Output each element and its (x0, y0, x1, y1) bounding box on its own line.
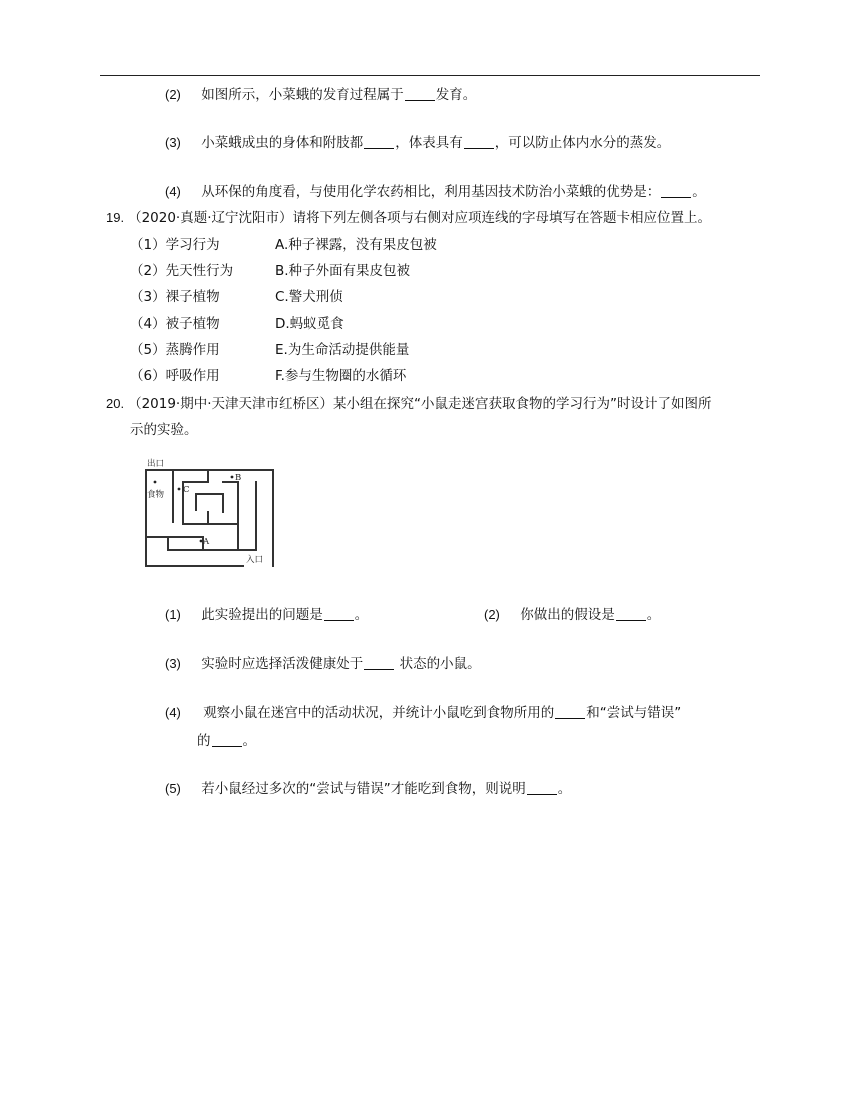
item-text: 。 (646, 607, 661, 623)
maze-point-a-label: A (203, 537, 210, 547)
answer-blank[interactable] (661, 184, 691, 198)
q19-left-3: （3）裸子植物 (130, 289, 220, 305)
item-number: (4) (165, 184, 181, 199)
q19-right-f: F.参与生物圈的水循环 (275, 368, 407, 384)
q19-left-2: （2）先天性行为 (130, 263, 234, 279)
item-number: (4) (165, 705, 181, 720)
maze-point-a-dot (200, 540, 203, 543)
q20-item-5 (165, 780, 571, 798)
item-number: (2) (484, 607, 500, 622)
answer-blank[interactable] (616, 607, 646, 621)
q18-item-2 (165, 86, 476, 104)
q20-item-2 (484, 606, 660, 624)
item-text: 的 (197, 733, 211, 749)
item-text: 此实验提出的问题是 (201, 607, 323, 623)
maze-figure (128, 452, 278, 572)
q19-right-e: E.为生命活动提供能量 (275, 342, 410, 358)
answer-blank[interactable] (324, 607, 354, 621)
question-text: （2020·真题·辽宁沈阳市）请将下列左侧各项与右侧对应项连线的字母填写在答题卡相应位置上。 (128, 210, 712, 226)
item-text: 你做出的假设是 (520, 607, 615, 623)
q19-right-c: C.警犬刑侦 (275, 289, 343, 305)
question-number: 20. (106, 396, 125, 411)
answer-blank[interactable] (364, 135, 394, 149)
q19-left-4: （4）被子植物 (130, 316, 220, 332)
q20-stem-line2: 示的实验。 (130, 422, 198, 438)
item-text: 状态的小鼠。 (395, 656, 481, 672)
item-text: ，可以防止体内水分的蒸发。 (494, 135, 671, 151)
maze-food-label: 食物 (147, 490, 165, 500)
q20-item-4-line2 (197, 732, 256, 750)
q20-item-1 (165, 606, 368, 624)
maze-entrance-label: 入口 (246, 555, 264, 565)
item-number: (2) (165, 87, 181, 102)
question-text: （2019·期中·天津天津市红桥区）某小组在探究“小鼠走迷宫获取食物的学习行为”时设计了如图所 (128, 396, 712, 412)
maze-point-b-dot (231, 476, 234, 479)
header-rule (100, 75, 760, 76)
item-text: 如图所示，小菜蛾的发育过程属于 (201, 87, 404, 103)
item-text: 观察小鼠在迷宫中的活动状况，并统计小鼠吃到食物所用的 (203, 705, 555, 721)
maze-point-b-label: B (235, 473, 242, 483)
q19-right-a: A.种子裸露，没有果皮包被 (275, 237, 437, 253)
item-number: (3) (165, 656, 181, 671)
question-number: 19. (106, 210, 125, 225)
answer-blank[interactable] (555, 705, 585, 719)
item-text: 发育。 (435, 87, 477, 103)
q20-item-4-line1 (165, 704, 681, 722)
answer-blank[interactable] (364, 656, 394, 670)
q20-stem-line1 (106, 395, 712, 413)
q20-item-3 (165, 655, 481, 673)
item-number: (5) (165, 781, 181, 796)
answer-blank[interactable] (212, 733, 242, 747)
maze-food-dot (154, 481, 157, 484)
item-number: (1) (165, 607, 181, 622)
item-text: 。 (354, 607, 369, 623)
item-text: 从环保的角度看，与使用化学农药相比，利用基因技术防治小菜蛾的优势是： (201, 184, 661, 200)
q18-item-4 (165, 183, 706, 201)
q18-item-3 (165, 134, 670, 152)
maze-point-c-label: C (183, 485, 190, 495)
answer-blank[interactable] (527, 781, 557, 795)
item-number: (3) (165, 135, 181, 150)
item-text: 。 (557, 781, 572, 797)
maze-exit-label: 出口 (147, 459, 165, 469)
answer-blank[interactable] (405, 87, 435, 101)
q19-left-6: （6）呼吸作用 (130, 368, 220, 384)
item-text: 。 (242, 733, 256, 749)
q19-stem (106, 209, 711, 227)
item-text: ，体表具有 (395, 135, 463, 151)
item-text: 小菜蛾成虫的身体和附肢都 (201, 135, 364, 151)
q19-left-1: （1）学习行为 (130, 237, 220, 253)
item-text: 。 (692, 184, 706, 200)
answer-blank[interactable] (464, 135, 494, 149)
item-text: 实验时应选择活泼健康处于 (201, 656, 364, 672)
q19-right-d: D.蚂蚁觅食 (275, 316, 344, 332)
q19-right-b: B.种子外面有果皮包被 (275, 263, 411, 279)
maze-point-c-dot (178, 488, 181, 491)
item-text: 若小鼠经过多次的“尝试与错误”才能吃到食物，则说明 (201, 781, 526, 797)
q19-left-5: （5）蒸腾作用 (130, 342, 220, 358)
item-text: 和“尝试与错误” (586, 705, 682, 721)
